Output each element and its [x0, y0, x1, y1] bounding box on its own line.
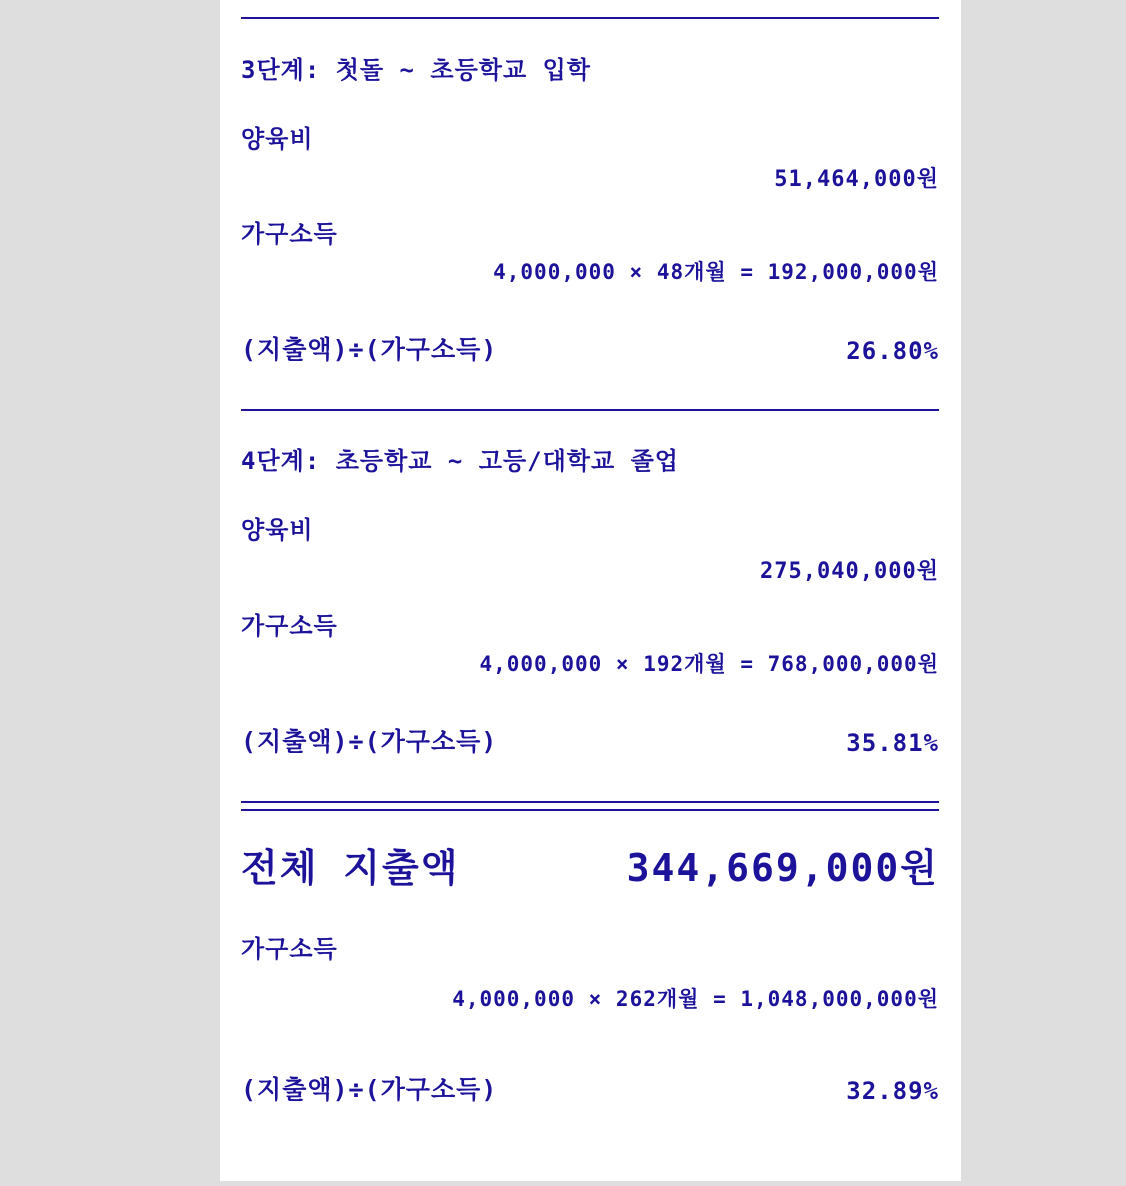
- stage4-ratio-value: 35.81%: [846, 729, 939, 757]
- total-value: 344,669,000원: [626, 846, 939, 890]
- stage4-title: 4단계: 초등학교 ~ 고등/대학교 졸업: [241, 447, 679, 475]
- divider-top: [241, 17, 939, 19]
- total-ratio-label: (지출액)÷(가구소득): [241, 1075, 498, 1104]
- receipt-paper: [220, 0, 961, 1181]
- stage4-rearing-value: 275,040,000원: [760, 559, 939, 584]
- divider-total-upper: [241, 801, 939, 803]
- total-label: 전체 지출액: [241, 846, 460, 890]
- total-income-label: 가구소득: [241, 935, 338, 963]
- stage3-ratio-value: 26.80%: [846, 337, 939, 365]
- stage4-rearing-label: 양육비: [241, 516, 314, 544]
- divider-stage4: [241, 409, 939, 411]
- total-ratio-value: 32.89%: [846, 1077, 939, 1105]
- stage3-title: 3단계: 첫돌 ~ 초등학교 입학: [241, 56, 591, 84]
- stage3-ratio-label: (지출액)÷(가구소득): [241, 335, 498, 364]
- stage3-rearing-label: 양육비: [241, 125, 314, 153]
- total-income-formula: 4,000,000 × 262개월 = 1,048,000,000원: [452, 987, 939, 1011]
- stage4-ratio-label: (지출액)÷(가구소득): [241, 727, 498, 756]
- stage3-income-label: 가구소득: [241, 220, 338, 248]
- stage4-income-formula: 4,000,000 × 192개월 = 768,000,000원: [479, 652, 939, 676]
- divider-total-lower: [241, 809, 939, 811]
- stage3-income-formula: 4,000,000 × 48개월 = 192,000,000원: [493, 260, 939, 284]
- stage4-income-label: 가구소득: [241, 612, 338, 640]
- stage3-rearing-value: 51,464,000원: [774, 167, 939, 192]
